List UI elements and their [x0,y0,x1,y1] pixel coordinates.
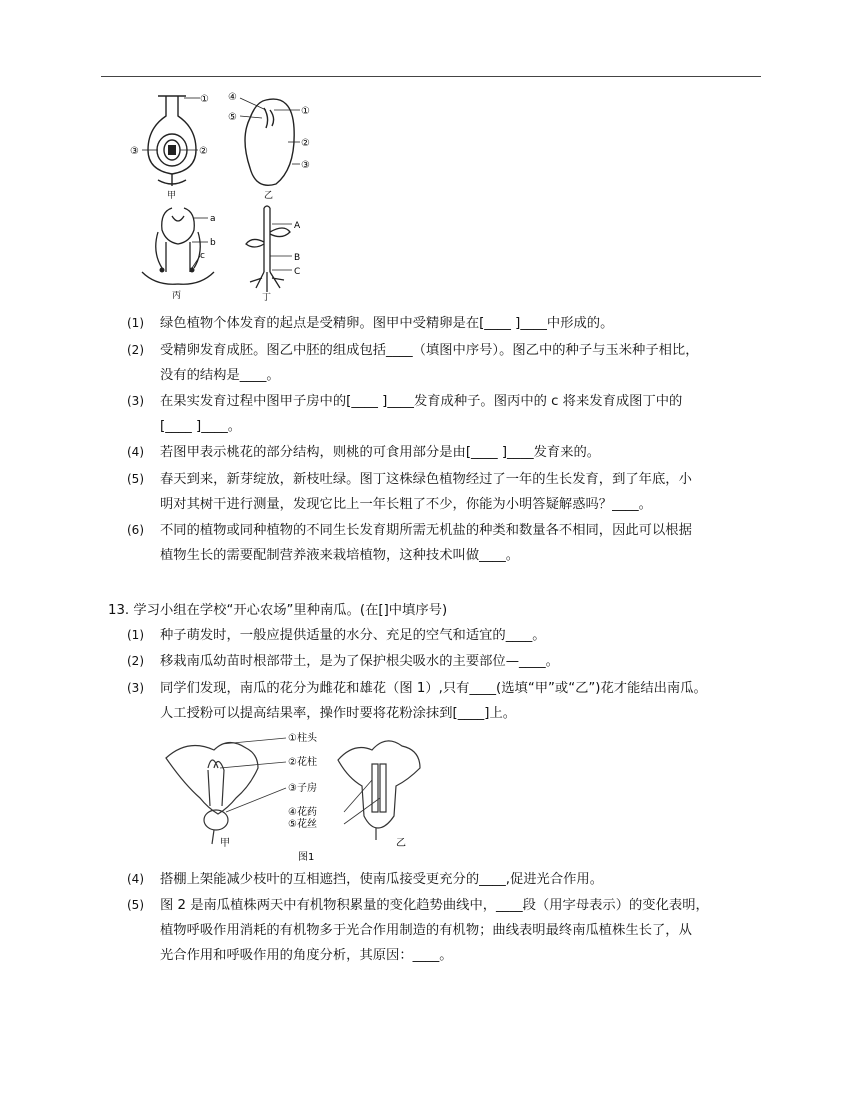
header-rule [101,76,761,77]
ding-label-B: B [294,253,301,263]
q12-item-1-line-1: 绿色植物个体发育的起点是受精卵。图甲中受精卵是在[____ ]____中形成的。 [160,316,614,331]
q13-item-3-line-1: 同学们发现，南瓜的花分为雌花和雄花（图 1）,只有____(选填“甲”或“乙”)花才能结出南瓜。 [160,681,707,696]
yi-label-5: ⑤ [228,112,237,123]
q13-item-4-number: (4) [127,872,144,886]
bing-label-c: c [200,251,205,261]
bing-label-a: a [210,214,216,224]
yi-label-3: ③ [301,160,310,171]
jia-label-1: ① [200,94,209,105]
seed-diagram [226,88,326,200]
jia-label-3: ③ [130,146,139,157]
q12-item-2-line-2: 没有的结构是____。 [160,368,280,383]
q13-item-2-line-1: 移栽南瓜幼苗时根部带土，是为了保护根尖吸水的主要部位—____。 [160,654,559,669]
q13-item-2-number: (2) [127,654,144,668]
q12-item-3-line-1: 在果实发育过程中图甲子房中的[____ ]____发育成种子。图丙中的 c 将来发育成图丁中的 [160,394,683,409]
fig1-title: 图1 [298,852,315,863]
figure-ding-seedling [242,202,312,302]
jia-caption: 甲 [167,191,177,200]
q13-title: 13. 学习小组在学校“开心农场”里种南瓜。(在[]中填序号) [108,603,448,618]
jia-label-2: ② [199,146,208,157]
q13-item-5-line-2: 植物呼吸作用消耗的有机物多于光合作用制造的有机物；曲线表明最终南瓜植株生长了，从 [160,923,692,938]
q12-item-3-line-2: [____ ]____。 [160,419,242,434]
fig1-caption-jia: 甲 [220,838,230,849]
q13-item-1-line-1: 种子萌发时，一般应提供适量的水分、充足的空气和适宜的____。 [160,628,546,643]
seedling-diagram [242,202,312,302]
yi-label-1: ① [301,106,310,117]
q12-item-5-line-1: 春天到来，新芽绽放，新枝吐绿。图丁这株绿色植物经过了一年的生长发育，到了年底，小 [160,472,692,487]
fig1-label-style: ②花柱 [288,757,317,768]
q13-item-3-number: (3) [127,681,144,695]
figure-yi-seed [226,88,326,200]
q12-item-1-number: (1) [127,316,144,330]
q13-item-4-line-1: 搭棚上架能减少枝叶的互相遮挡，使南瓜接受更充分的____,促进光合作用。 [160,872,604,887]
figure-1-pumpkin-flowers [158,728,458,864]
ding-caption: 丁 [262,293,272,302]
q12-item-3-number: (3) [127,394,144,408]
q13-item-3-line-2: 人工授粉可以提高结果率，操作时要将花粉涂抹到[____]上。 [160,706,517,721]
fig1-caption-yi: 乙 [396,838,406,849]
yi-caption: 乙 [264,191,274,200]
fig1-label-ovary: ③子房 [288,783,317,794]
q12-item-5-number: (5) [127,472,144,486]
q13-item-5-line-1: 图 2 是南瓜植株两天中有机物积累量的变化趋势曲线中，____段（用字母表示）的变化表明， [160,898,709,913]
bing-label-b: b [210,238,216,248]
pistil-diagram [128,88,223,200]
q12-item-2-number: (2) [127,343,144,357]
q12-item-5-line-2: 明对其树干进行测量，发现它比上一年长粗了不少，你能为小明答疑解惑吗？____。 [160,497,652,512]
figure-jia-pistil [128,88,223,200]
q12-item-6-line-1: 不同的植物或同种植物的不同生长发育期所需无机盐的种类和数量各不相同，因此可以根据 [160,523,692,538]
q12-item-4-line-1: 若图甲表示桃花的部分结构，则桃的可食用部分是由[____ ]____发育来的。 [160,445,601,460]
q12-item-2-line-1: 受精卵发育成胚。图乙中胚的组成包括____（填图中序号）。图乙中的种子与玉米种子相比， [160,343,699,358]
q13-item-5-number: (5) [127,898,144,912]
q12-item-6-number: (6) [127,523,144,537]
fig1-label-filament: ⑤花丝 [288,819,317,830]
flower-diagram [136,202,226,302]
bing-caption: 丙 [172,291,182,301]
ding-label-A: A [294,221,301,231]
yi-label-2: ② [301,138,310,149]
q13-item-1-number: (1) [127,628,144,642]
q13-item-5-line-3: 光合作用和呼吸作用的角度分析，其原因：____。 [160,948,453,963]
ding-label-C: C [294,267,301,277]
q12-item-6-line-2: 植物生长的需要配制营养液来栽培植物，这种技术叫做____。 [160,548,520,563]
yi-label-4: ④ [228,92,237,103]
fig1-label-stigma: ①柱头 [288,733,317,744]
fig1-label-anther: ④花药 [288,807,317,818]
q12-item-4-number: (4) [127,445,144,459]
pumpkin-flower-diagram [158,728,458,864]
figure-bing-flower [136,202,226,302]
